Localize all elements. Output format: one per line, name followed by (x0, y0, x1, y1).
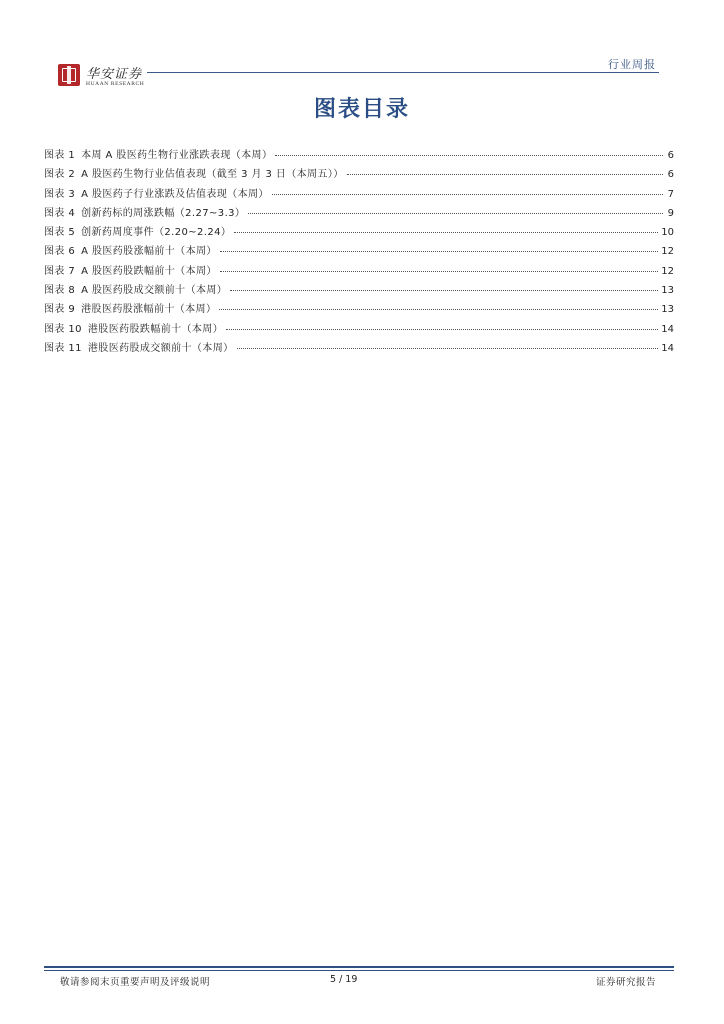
toc-entry-page: 12 (661, 265, 674, 277)
footer-divider-thin (44, 970, 674, 971)
huaan-logo-icon (58, 64, 80, 86)
toc-entry-title: A 股医药股涨幅前十（本周） (81, 246, 217, 258)
toc-entry[interactable] (44, 146, 674, 165)
toc-entry-title: 创新药周度事件（2.20~2.24） (81, 227, 232, 239)
header-divider (147, 72, 659, 73)
toc-entry-page: 6 (667, 169, 674, 181)
page-header (0, 0, 724, 90)
toc-leader-dots (220, 250, 658, 252)
toc-entry-label: 图表 2 (44, 169, 76, 181)
toc-entry-label: 图表 1 (44, 150, 76, 161)
toc-entry-label: 图表 10 (44, 323, 82, 335)
toc-entry[interactable] (44, 223, 674, 242)
toc-entry[interactable] (44, 262, 674, 281)
toc-entry[interactable] (44, 185, 674, 204)
figure-toc (44, 146, 674, 358)
toc-entry-label: 图表 3 (44, 188, 76, 200)
footer-doc-type: 证券研究报告 (595, 977, 656, 988)
toc-entry-title: 本周 A 股医药生物行业涨跌表现（本周） (81, 150, 273, 161)
toc-leader-dots (248, 212, 663, 214)
toc-leader-dots (347, 173, 663, 175)
toc-entry-page: 6 (667, 150, 674, 161)
toc-entry-title: 港股医药股成交额前十（本周） (87, 342, 234, 354)
toc-entry-page: 14 (661, 342, 674, 354)
toc-leader-dots (237, 347, 659, 349)
page-footer (60, 974, 656, 990)
toc-entry-page: 13 (661, 285, 674, 297)
toc-entry-page: 9 (667, 207, 674, 219)
toc-entry-label: 图表 4 (44, 207, 76, 219)
toc-entry-title: 创新药标的周涨跌幅（2.27~3.3） (81, 207, 246, 219)
toc-entry[interactable] (44, 165, 674, 184)
toc-leader-dots (234, 231, 658, 233)
toc-entry-page: 12 (661, 246, 674, 258)
brand-english: HUAAN RESEARCH (86, 81, 145, 87)
toc-entry-title: 港股医药股涨幅前十（本周） (81, 304, 217, 316)
toc-entry-label: 图表 7 (44, 265, 76, 277)
toc-leader-dots (220, 270, 658, 272)
toc-entry[interactable] (44, 281, 674, 300)
toc-entry[interactable] (44, 204, 674, 223)
toc-entry-label: 图表 6 (44, 246, 76, 258)
toc-entry-label: 图表 5 (44, 227, 76, 239)
toc-leader-dots (272, 193, 663, 195)
toc-entry-label: 图表 8 (44, 285, 76, 297)
toc-leader-dots (226, 328, 658, 330)
toc-entry-page: 14 (661, 323, 674, 335)
toc-entry-page: 10 (661, 227, 674, 239)
toc-entry-page: 7 (667, 188, 674, 200)
report-type: 行业周报 (608, 58, 656, 71)
page-title: 图表目录 (313, 97, 410, 122)
toc-entry-title: 港股医药股跌幅前十（本周） (87, 323, 224, 335)
toc-entry-label: 图表 11 (44, 342, 82, 354)
toc-entry-page: 13 (661, 304, 674, 316)
toc-entry-title: A 股医药子行业涨跌及估值表现（本周） (81, 188, 269, 200)
toc-entry-title: A 股医药股成交额前十（本周） (81, 285, 228, 297)
toc-entry-title: A 股医药生物行业估值表现（截至 3 月 3 日（本周五）） (81, 169, 344, 181)
toc-entry[interactable] (44, 320, 674, 339)
page-indicator: 5 / 19 (330, 974, 358, 985)
toc-entry-title: A 股医药股跌幅前十（本周） (81, 265, 217, 277)
toc-entry-label: 图表 9 (44, 304, 76, 316)
toc-entry[interactable] (44, 242, 674, 261)
toc-leader-dots (219, 308, 658, 310)
toc-leader-dots (230, 289, 658, 291)
toc-leader-dots (275, 154, 663, 156)
footer-divider (44, 966, 674, 968)
toc-entry[interactable] (44, 339, 674, 358)
brand-name: 华安证券 (86, 67, 143, 82)
toc-entry[interactable] (44, 300, 674, 319)
footer-disclaimer: 敬请参阅末页重要声明及评级说明 (60, 977, 211, 988)
